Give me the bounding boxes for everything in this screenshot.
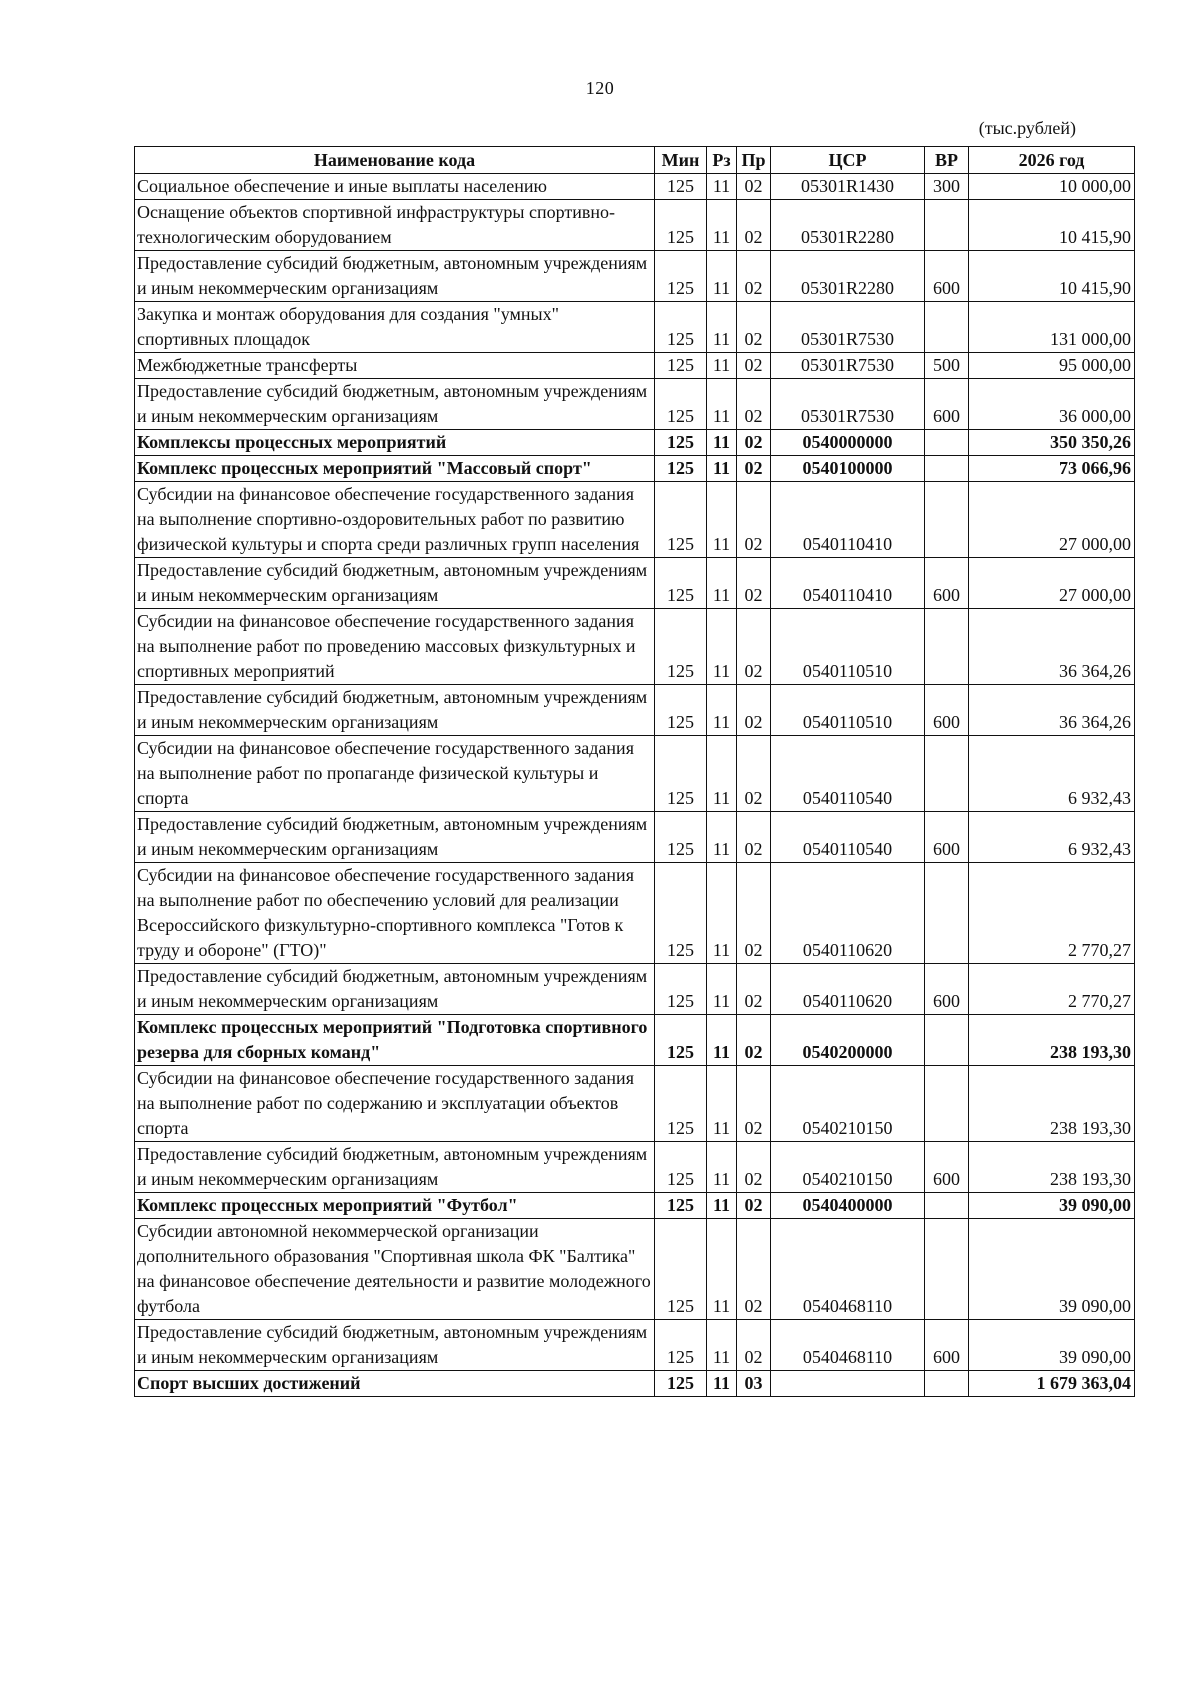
- cell-csr: 0540100000: [771, 456, 925, 482]
- table-row: [135, 1142, 1135, 1193]
- table-row: [135, 685, 1135, 736]
- cell-sum: 39 090,00: [969, 1193, 1135, 1219]
- cell-pr: 02: [737, 1015, 771, 1066]
- cell-vr: [925, 1193, 969, 1219]
- table-row: [135, 353, 1135, 379]
- header-min: Мин: [655, 147, 707, 174]
- cell-sum: 27 000,00: [969, 558, 1135, 609]
- cell-vr: 600: [925, 251, 969, 302]
- cell-sum: 10 415,90: [969, 200, 1135, 251]
- cell-rz: 11: [707, 964, 737, 1015]
- cell-vr: 600: [925, 964, 969, 1015]
- cell-pr: 02: [737, 1066, 771, 1142]
- table-row: [135, 1015, 1135, 1066]
- cell-pr: 02: [737, 482, 771, 558]
- cell-rz: 11: [707, 609, 737, 685]
- budget-table: [134, 146, 1135, 1397]
- table-row: [135, 1066, 1135, 1142]
- cell-name: Предоставление субсидий бюджетным, автономным учреждениям и иным некоммерческим организациям: [135, 685, 655, 736]
- cell-vr: [925, 302, 969, 353]
- cell-pr: 02: [737, 1219, 771, 1320]
- cell-name: Комплекс процессных мероприятий "Массовый спорт": [135, 456, 655, 482]
- cell-csr: 0540110410: [771, 482, 925, 558]
- cell-min: 125: [655, 736, 707, 812]
- cell-pr: 02: [737, 964, 771, 1015]
- table-row: [135, 964, 1135, 1015]
- cell-pr: 02: [737, 609, 771, 685]
- cell-name: Субсидии на финансовое обеспечение государственного задания на выполнение работ по обеспечению условий для реализации Всероссийского физкультурно-спортивного комплекса "Готов к труду и обороне" (ГТО)": [135, 863, 655, 964]
- cell-name: Субсидии на финансовое обеспечение государственного задания на выполнение работ по пропаганде физической культуры и спорта: [135, 736, 655, 812]
- cell-rz: 11: [707, 430, 737, 456]
- cell-vr: [925, 1219, 969, 1320]
- cell-sum: 350 350,26: [969, 430, 1135, 456]
- cell-csr: 0540000000: [771, 430, 925, 456]
- cell-rz: 11: [707, 863, 737, 964]
- table-row: [135, 200, 1135, 251]
- cell-vr: 600: [925, 1320, 969, 1371]
- table-row: [135, 1320, 1135, 1371]
- cell-sum: 10 000,00: [969, 174, 1135, 200]
- cell-rz: 11: [707, 558, 737, 609]
- table-row: [135, 379, 1135, 430]
- header-year: 2026 год: [969, 147, 1135, 174]
- cell-sum: 36 364,26: [969, 609, 1135, 685]
- cell-name: Социальное обеспечение и иные выплаты населению: [135, 174, 655, 200]
- header-name: Наименование кода: [135, 147, 655, 174]
- cell-name: Субсидии автономной некоммерческой организации дополнительного образования "Спортивная школа ФК "Балтика" на финансовое обеспечение деятельности и развитие молодежного футбола: [135, 1219, 655, 1320]
- cell-rz: 11: [707, 1142, 737, 1193]
- cell-csr: 0540200000: [771, 1015, 925, 1066]
- cell-sum: 2 770,27: [969, 863, 1135, 964]
- cell-rz: 11: [707, 1320, 737, 1371]
- cell-rz: 11: [707, 456, 737, 482]
- cell-csr: 0540110540: [771, 736, 925, 812]
- table-row: [135, 251, 1135, 302]
- table-row: [135, 736, 1135, 812]
- cell-rz: 11: [707, 353, 737, 379]
- cell-pr: 02: [737, 200, 771, 251]
- cell-min: 125: [655, 1015, 707, 1066]
- cell-min: 125: [655, 456, 707, 482]
- cell-rz: 11: [707, 174, 737, 200]
- cell-pr: 02: [737, 251, 771, 302]
- cell-csr: 05301R2280: [771, 200, 925, 251]
- cell-pr: 03: [737, 1371, 771, 1397]
- cell-name: Спорт высших достижений: [135, 1371, 655, 1397]
- cell-min: 125: [655, 964, 707, 1015]
- cell-name: Предоставление субсидий бюджетным, автономным учреждениям и иным некоммерческим организациям: [135, 251, 655, 302]
- cell-name: Предоставление субсидий бюджетным, автономным учреждениям и иным некоммерческим организациям: [135, 812, 655, 863]
- cell-pr: 02: [737, 863, 771, 964]
- cell-rz: 11: [707, 302, 737, 353]
- cell-vr: 600: [925, 379, 969, 430]
- cell-csr: 05301R2280: [771, 251, 925, 302]
- cell-csr: 0540110510: [771, 609, 925, 685]
- cell-sum: 36 364,26: [969, 685, 1135, 736]
- cell-vr: 600: [925, 685, 969, 736]
- cell-name: Субсидии на финансовое обеспечение государственного задания на выполнение работ по проведению массовых физкультурных и спортивных мероприятий: [135, 609, 655, 685]
- header-pr: Пр: [737, 147, 771, 174]
- cell-pr: 02: [737, 456, 771, 482]
- cell-vr: 600: [925, 558, 969, 609]
- cell-min: 125: [655, 251, 707, 302]
- cell-rz: 11: [707, 1066, 737, 1142]
- cell-min: 125: [655, 609, 707, 685]
- cell-rz: 11: [707, 1015, 737, 1066]
- table-row: [135, 1371, 1135, 1397]
- cell-name: Предоставление субсидий бюджетным, автономным учреждениям и иным некоммерческим организациям: [135, 379, 655, 430]
- cell-csr: 0540110510: [771, 685, 925, 736]
- cell-sum: 6 932,43: [969, 812, 1135, 863]
- cell-vr: [925, 1015, 969, 1066]
- cell-name: Предоставление субсидий бюджетным, автономным учреждениям и иным некоммерческим организациям: [135, 964, 655, 1015]
- cell-sum: 73 066,96: [969, 456, 1135, 482]
- cell-rz: 11: [707, 812, 737, 863]
- cell-min: 125: [655, 1320, 707, 1371]
- cell-csr: 0540110620: [771, 964, 925, 1015]
- cell-min: 125: [655, 1066, 707, 1142]
- cell-vr: [925, 736, 969, 812]
- table-row: [135, 1193, 1135, 1219]
- cell-vr: [925, 456, 969, 482]
- cell-vr: [925, 430, 969, 456]
- cell-csr: 05301R1430: [771, 174, 925, 200]
- cell-rz: 11: [707, 482, 737, 558]
- cell-rz: 11: [707, 1193, 737, 1219]
- cell-name: Предоставление субсидий бюджетным, автономным учреждениям и иным некоммерческим организациям: [135, 1142, 655, 1193]
- cell-pr: 02: [737, 1320, 771, 1371]
- cell-name: Закупка и монтаж оборудования для создания "умных" спортивных площадок: [135, 302, 655, 353]
- cell-csr: 0540110620: [771, 863, 925, 964]
- table-row: [135, 174, 1135, 200]
- cell-sum: 39 090,00: [969, 1219, 1135, 1320]
- cell-vr: 600: [925, 812, 969, 863]
- cell-sum: 238 193,30: [969, 1066, 1135, 1142]
- cell-pr: 02: [737, 353, 771, 379]
- cell-name: Субсидии на финансовое обеспечение государственного задания на выполнение работ по содержанию и эксплуатации объектов спорта: [135, 1066, 655, 1142]
- cell-sum: 36 000,00: [969, 379, 1135, 430]
- table-body: [135, 174, 1135, 1397]
- header-rz: Рз: [707, 147, 737, 174]
- cell-sum: 1 679 363,04: [969, 1371, 1135, 1397]
- table-row: [135, 812, 1135, 863]
- cell-vr: [925, 482, 969, 558]
- cell-csr: 05301R7530: [771, 302, 925, 353]
- cell-min: 125: [655, 353, 707, 379]
- cell-min: 125: [655, 1219, 707, 1320]
- cell-rz: 11: [707, 736, 737, 812]
- cell-csr: [771, 1371, 925, 1397]
- cell-csr: 0540210150: [771, 1142, 925, 1193]
- table-row: [135, 456, 1135, 482]
- cell-vr: [925, 863, 969, 964]
- table-row: [135, 609, 1135, 685]
- cell-min: 125: [655, 558, 707, 609]
- cell-min: 125: [655, 1193, 707, 1219]
- cell-rz: 11: [707, 200, 737, 251]
- cell-sum: 238 193,30: [969, 1015, 1135, 1066]
- cell-pr: 02: [737, 379, 771, 430]
- cell-min: 125: [655, 863, 707, 964]
- cell-vr: 300: [925, 174, 969, 200]
- cell-pr: 02: [737, 812, 771, 863]
- page-number: 120: [585, 78, 615, 98]
- cell-name: Комплекс процессных мероприятий "Подготовка спортивного резерва для сборных команд": [135, 1015, 655, 1066]
- cell-pr: 02: [737, 430, 771, 456]
- cell-sum: 131 000,00: [969, 302, 1135, 353]
- table-row: [135, 430, 1135, 456]
- cell-pr: 02: [737, 302, 771, 353]
- cell-pr: 02: [737, 736, 771, 812]
- cell-csr: 0540468110: [771, 1219, 925, 1320]
- cell-name: Комплексы процессных мероприятий: [135, 430, 655, 456]
- cell-name: Оснащение объектов спортивной инфраструктуры спортивно-технологическим оборудованием: [135, 200, 655, 251]
- table-row: [135, 482, 1135, 558]
- table-row: [135, 302, 1135, 353]
- cell-name: Предоставление субсидий бюджетным, автономным учреждениям и иным некоммерческим организациям: [135, 558, 655, 609]
- cell-csr: 0540400000: [771, 1193, 925, 1219]
- cell-sum: 10 415,90: [969, 251, 1135, 302]
- cell-sum: 39 090,00: [969, 1320, 1135, 1371]
- cell-csr: 0540110410: [771, 558, 925, 609]
- cell-rz: 11: [707, 1371, 737, 1397]
- cell-rz: 11: [707, 251, 737, 302]
- cell-csr: 0540110540: [771, 812, 925, 863]
- cell-name: Комплекс процессных мероприятий "Футбол": [135, 1193, 655, 1219]
- cell-name: Межбюджетные трансферты: [135, 353, 655, 379]
- cell-sum: 2 770,27: [969, 964, 1135, 1015]
- cell-vr: [925, 1371, 969, 1397]
- table-row: [135, 558, 1135, 609]
- cell-rz: 11: [707, 685, 737, 736]
- cell-min: 125: [655, 379, 707, 430]
- cell-sum: 238 193,30: [969, 1142, 1135, 1193]
- cell-name: Предоставление субсидий бюджетным, автономным учреждениям и иным некоммерческим организациям: [135, 1320, 655, 1371]
- cell-min: 125: [655, 685, 707, 736]
- units-label: (тыс.рублей): [978, 118, 1076, 138]
- cell-pr: 02: [737, 1193, 771, 1219]
- cell-vr: [925, 200, 969, 251]
- cell-vr: [925, 609, 969, 685]
- cell-min: 125: [655, 430, 707, 456]
- cell-vr: [925, 1066, 969, 1142]
- table-header-row: [135, 147, 1135, 174]
- cell-csr: 05301R7530: [771, 353, 925, 379]
- cell-min: 125: [655, 812, 707, 863]
- header-vr: ВР: [925, 147, 969, 174]
- cell-min: 125: [655, 482, 707, 558]
- cell-sum: 95 000,00: [969, 353, 1135, 379]
- cell-min: 125: [655, 1142, 707, 1193]
- cell-pr: 02: [737, 174, 771, 200]
- cell-pr: 02: [737, 685, 771, 736]
- cell-rz: 11: [707, 1219, 737, 1320]
- cell-rz: 11: [707, 379, 737, 430]
- cell-sum: 6 932,43: [969, 736, 1135, 812]
- cell-pr: 02: [737, 558, 771, 609]
- cell-csr: 0540210150: [771, 1066, 925, 1142]
- cell-min: 125: [655, 302, 707, 353]
- cell-csr: 0540468110: [771, 1320, 925, 1371]
- cell-name: Субсидии на финансовое обеспечение государственного задания на выполнение спортивно-оздоровительных работ по развитию физической культуры и спорта среди различных групп населения: [135, 482, 655, 558]
- header-csr: ЦСР: [771, 147, 925, 174]
- cell-min: 125: [655, 200, 707, 251]
- cell-vr: 600: [925, 1142, 969, 1193]
- table-row: [135, 1219, 1135, 1320]
- cell-sum: 27 000,00: [969, 482, 1135, 558]
- table-row: [135, 863, 1135, 964]
- cell-csr: 05301R7530: [771, 379, 925, 430]
- cell-pr: 02: [737, 1142, 771, 1193]
- cell-min: 125: [655, 1371, 707, 1397]
- cell-vr: 500: [925, 353, 969, 379]
- cell-min: 125: [655, 174, 707, 200]
